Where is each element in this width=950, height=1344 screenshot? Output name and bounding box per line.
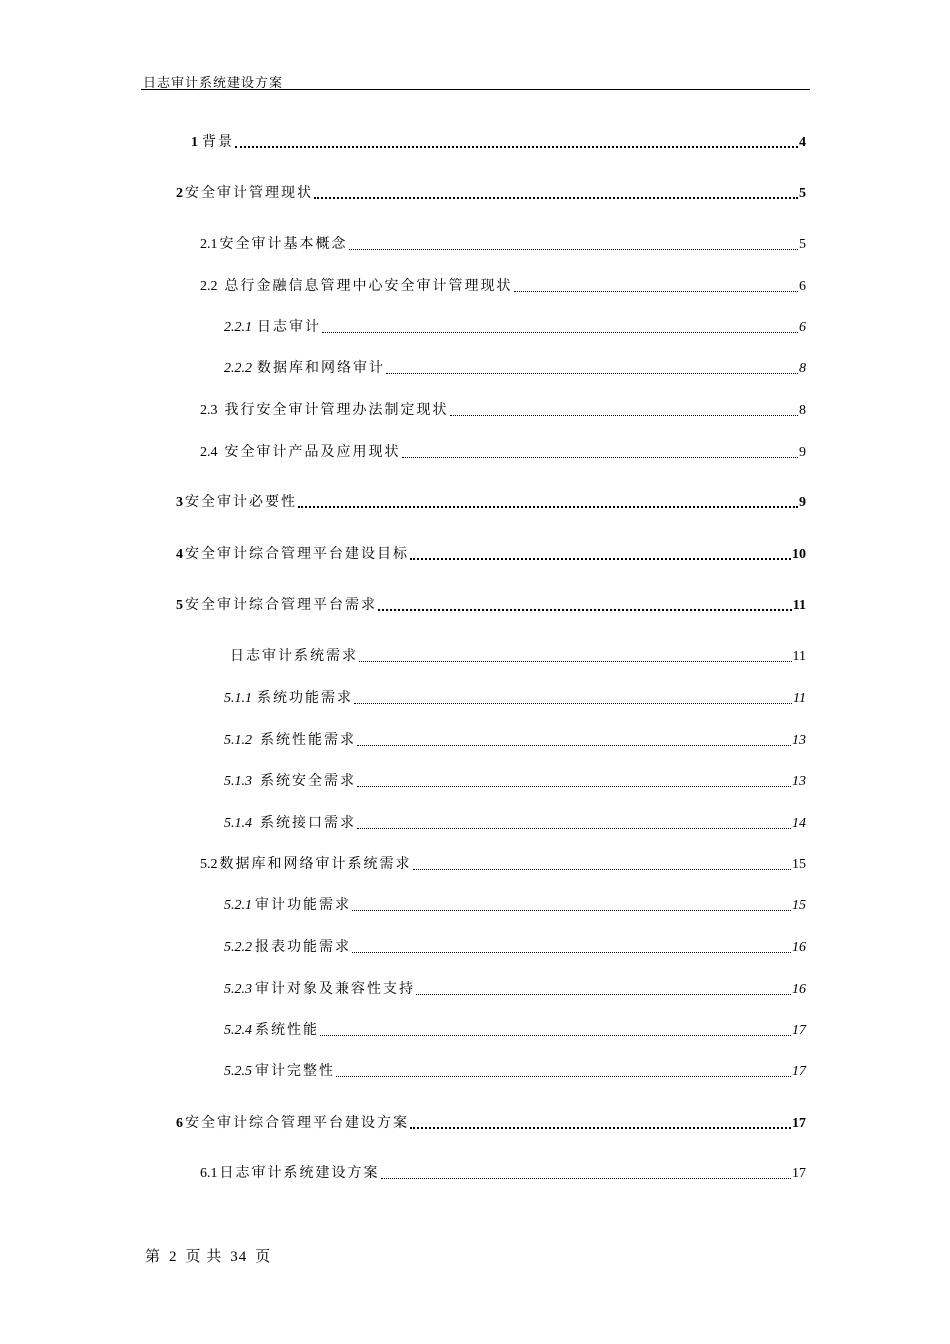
- toc-page: 5: [799, 186, 806, 201]
- toc-number: 2.4: [200, 445, 218, 460]
- toc-leader: [413, 869, 792, 870]
- toc-leader: [357, 745, 791, 746]
- toc-title: 安全审计必要性: [185, 495, 297, 510]
- toc-page: 17: [792, 1116, 806, 1131]
- toc-title: 安全审计综合管理平台需求: [185, 598, 377, 613]
- toc-number: 5.2.3: [224, 982, 252, 997]
- footer-total-pages: 34: [230, 1249, 248, 1265]
- toc-title: 系统接口需求: [260, 816, 356, 831]
- toc-page: 11: [793, 691, 806, 706]
- toc-title: 报表功能需求: [255, 940, 351, 955]
- toc-page: 4: [799, 135, 806, 150]
- footer-page-number: 2: [169, 1249, 178, 1265]
- toc-number: 2: [176, 186, 183, 201]
- toc-entry[interactable]: [176, 493, 806, 513]
- toc-entry[interactable]: [224, 731, 806, 751]
- toc-leader: [322, 332, 798, 333]
- toc-number: 2.3: [200, 403, 218, 418]
- toc-page: 11: [792, 598, 806, 613]
- toc-leader: [381, 1178, 792, 1179]
- toc-entry[interactable]: [224, 318, 806, 338]
- toc-leader: [314, 197, 798, 199]
- toc-leader: [378, 609, 792, 611]
- toc-number: 5.1.1: [224, 691, 252, 706]
- toc-number: 5.2: [200, 857, 218, 872]
- toc-entry[interactable]: [224, 359, 806, 379]
- toc-page: 8: [799, 361, 806, 376]
- toc-number: 1: [191, 135, 198, 150]
- toc-leader: [320, 1035, 791, 1036]
- toc-page: 14: [792, 816, 806, 831]
- toc-entry[interactable]: [224, 938, 806, 958]
- toc-title: 审计功能需求: [255, 898, 351, 913]
- toc-leader: [298, 506, 798, 508]
- toc-number: 5: [176, 598, 183, 613]
- toc-leader: [235, 146, 798, 148]
- toc-title: 日志审计: [257, 320, 321, 335]
- footer-mid: 页 共: [185, 1249, 223, 1265]
- toc-page: 8: [799, 403, 806, 418]
- toc-leader: [352, 952, 791, 953]
- toc-entry[interactable]: [200, 855, 806, 875]
- toc-entry[interactable]: [200, 235, 806, 255]
- toc-title: 审计对象及兼容性支持: [255, 982, 415, 997]
- toc-number: 2.2.2: [224, 361, 252, 376]
- toc-title: 安全审计基本概念: [219, 237, 348, 252]
- toc-title: 系统功能需求: [257, 691, 353, 706]
- toc-entry[interactable]: [224, 814, 806, 834]
- toc-title: 安全审计管理现状: [185, 186, 313, 201]
- header-rule: [141, 89, 810, 90]
- toc-number: 6.1: [200, 1166, 218, 1181]
- toc-title: 背景: [202, 135, 234, 150]
- toc-number: 4: [176, 547, 183, 562]
- toc-entry[interactable]: [200, 443, 806, 463]
- toc-title: 系统性能需求: [260, 733, 356, 748]
- toc-page: 6: [799, 279, 806, 294]
- page-footer: [145, 1245, 279, 1266]
- toc-entry[interactable]: [176, 596, 806, 616]
- toc-page: 5: [799, 237, 806, 252]
- toc-entry[interactable]: [224, 772, 806, 792]
- toc-entry[interactable]: [230, 647, 806, 667]
- toc-number: 3: [176, 495, 183, 510]
- footer-suffix: 页: [255, 1249, 272, 1265]
- document-header-title: 日志审计系统建设方案: [143, 75, 284, 90]
- toc-leader: [416, 994, 791, 995]
- toc-title: 安全审计综合管理平台建设方案: [185, 1116, 409, 1131]
- toc-entry[interactable]: [176, 1114, 806, 1134]
- toc-number: 5.2.2: [224, 940, 252, 955]
- toc-leader: [357, 828, 791, 829]
- toc-title: 我行安全审计管理办法制定现状: [224, 403, 449, 418]
- toc-entry[interactable]: [224, 1062, 806, 1082]
- toc-entry[interactable]: [176, 184, 806, 204]
- toc-title: 总行金融信息管理中心安全审计管理现状: [224, 279, 513, 294]
- toc-leader: [402, 457, 799, 458]
- toc-number: 5.1.4: [224, 816, 252, 831]
- toc-number: 6: [176, 1116, 183, 1131]
- toc-title: 系统性能: [255, 1023, 319, 1038]
- toc-title: 系统安全需求: [260, 774, 356, 789]
- toc-leader: [386, 373, 798, 374]
- toc-number: 2.1: [200, 237, 218, 252]
- toc-number: 5.2.4: [224, 1023, 252, 1038]
- toc-entry[interactable]: [176, 545, 806, 565]
- toc-leader: [410, 1127, 791, 1129]
- toc-leader: [450, 415, 799, 416]
- toc-entry[interactable]: [200, 277, 806, 297]
- toc-page: 10: [792, 547, 806, 562]
- toc-title: 安全审计产品及应用现状: [224, 445, 401, 460]
- toc-title: 日志审计系统需求: [230, 649, 358, 664]
- toc-number: 5.2.5: [224, 1064, 252, 1079]
- toc-entry[interactable]: [200, 1164, 806, 1184]
- toc-entry[interactable]: [191, 133, 806, 153]
- toc-page: 16: [792, 982, 806, 997]
- toc-number: 5.1.2: [224, 733, 252, 748]
- toc-page: 13: [792, 774, 806, 789]
- toc-title: 数据库和网络审计系统需求: [219, 857, 412, 872]
- footer-prefix: 第: [145, 1249, 162, 1265]
- toc-leader: [336, 1076, 791, 1077]
- toc-page: 17: [792, 1023, 806, 1038]
- toc-page: 17: [792, 1166, 806, 1181]
- toc-number: 5.1.3: [224, 774, 252, 789]
- toc-page: 6: [799, 320, 806, 335]
- toc-title: 日志审计系统建设方案: [219, 1166, 380, 1181]
- toc-leader: [354, 703, 792, 704]
- toc-page: 9: [799, 495, 806, 510]
- toc-number: 2.2: [200, 279, 218, 294]
- toc-page: 17: [792, 1064, 806, 1079]
- toc-entry[interactable]: [224, 689, 806, 709]
- toc-leader: [514, 291, 799, 292]
- toc-page: 9: [799, 445, 806, 460]
- toc-number: 5.2.1: [224, 898, 252, 913]
- toc-title: 数据库和网络审计: [257, 361, 385, 376]
- toc-title: 安全审计综合管理平台建设目标: [185, 547, 409, 562]
- toc-entry[interactable]: [224, 980, 806, 1000]
- toc-leader: [349, 249, 799, 250]
- toc-leader: [410, 558, 791, 560]
- toc-page: 16: [792, 940, 806, 955]
- toc-title: 审计完整性: [255, 1064, 335, 1079]
- toc-number: 2.2.1: [224, 320, 252, 335]
- toc-leader: [359, 661, 792, 662]
- toc-entry[interactable]: [224, 1021, 806, 1041]
- toc-entry[interactable]: [224, 896, 806, 916]
- toc-page: 11: [792, 649, 806, 664]
- toc-page: 15: [792, 857, 806, 872]
- toc-page: 15: [792, 898, 806, 913]
- toc-entry[interactable]: [200, 401, 806, 421]
- toc-leader: [352, 910, 791, 911]
- toc-leader: [357, 786, 791, 787]
- toc-page: 13: [792, 733, 806, 748]
